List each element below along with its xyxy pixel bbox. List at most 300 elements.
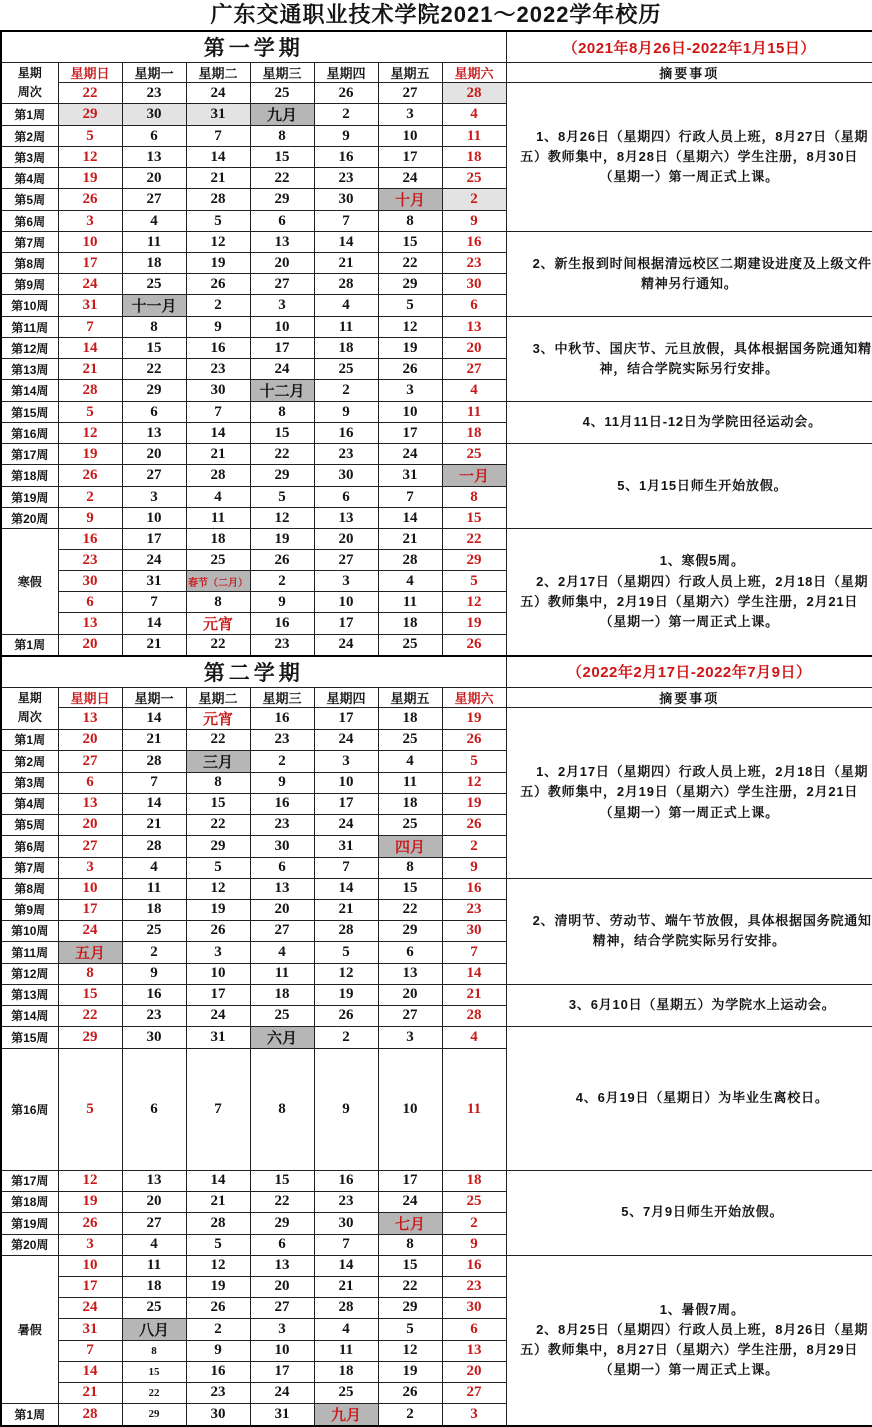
date-cell: 28 [186,1212,250,1234]
date-cell: 13 [314,508,378,529]
date-cell: 10 [314,772,378,793]
week-row-label: 第7周 [1,232,58,253]
date-cell: 11 [442,126,506,147]
date-cell: 12 [58,423,122,444]
date-cell: 26 [314,83,378,104]
date-cell: 28 [442,1005,506,1026]
date-cell: 2 [442,835,506,857]
date-cell: 18 [314,1361,378,1382]
date-cell: 19 [442,613,506,635]
month-cell: 四月 [378,835,442,857]
date-cell: 28 [378,550,442,571]
date-cell: 6 [250,857,314,878]
vacation-row-label: 寒假 [1,529,58,635]
date-cell: 7 [58,1340,122,1361]
date-cell: 15 [250,147,314,168]
date-cell: 8 [378,211,442,232]
date-cell: 17 [314,613,378,635]
date-cell: 2 [250,750,314,772]
note-cell [506,83,872,232]
date-cell: 23 [250,635,314,656]
date-cell: 29 [58,104,122,126]
date-cell: 8 [122,1340,186,1361]
date-cell: 19 [314,984,378,1005]
date-cell: 4 [378,571,442,592]
week-row-label: 第1周 [1,729,58,750]
date-cell: 5 [58,1048,122,1170]
week-row-label: 第16周 [1,1048,58,1170]
date-cell: 21 [378,529,442,550]
note-paragraph: 1、8月26日（星期四）行政人员上班，8月27日（星期五）教师集中，8月28日（星期六）学生注册，8月30日（星期一）第一周正式上课。 [507,127,872,187]
date-cell: 9 [250,772,314,793]
date-cell: 5 [314,941,378,963]
date-cell: 27 [250,920,314,941]
day-header-cell: 星期五 [378,687,442,707]
date-cell: 20 [58,814,122,835]
day-header-cell: 星期二 [186,63,250,83]
note-cell [506,1026,872,1170]
date-cell: 6 [314,487,378,508]
date-cell: 17 [250,338,314,359]
date-cell: 18 [186,529,250,550]
date-cell: 3 [122,487,186,508]
date-cell: 5 [58,126,122,147]
date-cell: 5 [186,211,250,232]
date-cell: 29 [250,1212,314,1234]
week-row-label: 第17周 [1,1170,58,1191]
date-cell: 3 [250,1318,314,1340]
date-cell: 22 [186,729,250,750]
date-cell: 16 [442,232,506,253]
week-row-label: 第3周 [1,147,58,168]
date-cell: 6 [442,1318,506,1340]
date-cell: 10 [378,126,442,147]
date-cell: 26 [314,1005,378,1026]
week-row-label: 第13周 [1,359,58,380]
date-cell: 8 [442,487,506,508]
date-cell: 12 [186,878,250,899]
date-cell: 20 [442,1361,506,1382]
date-cell: 7 [122,772,186,793]
date-cell: 15 [186,793,250,814]
date-cell: 6 [250,1234,314,1255]
date-cell: 6 [58,772,122,793]
date-cell: 9 [442,857,506,878]
date-cell: 11 [378,592,442,613]
date-cell: 20 [250,253,314,274]
note-cell [506,529,872,656]
date-cell: 26 [186,1297,250,1318]
date-cell: 8 [186,592,250,613]
date-cell: 15 [378,232,442,253]
month-cell: 五月 [58,941,122,963]
date-cell: 21 [314,1276,378,1297]
date-cell: 30 [442,1297,506,1318]
date-cell: 6 [122,402,186,423]
date-cell: 14 [58,338,122,359]
date-cell: 4 [314,295,378,317]
date-cell: 7 [378,487,442,508]
date-cell: 7 [186,402,250,423]
week-row-label: 第8周 [1,878,58,899]
date-cell: 15 [378,878,442,899]
week-row-label: 第4周 [1,168,58,189]
date-cell: 9 [442,211,506,232]
date-cell: 31 [186,1026,250,1048]
day-header-cell: 星期三 [250,63,314,83]
date-cell: 7 [314,857,378,878]
week-row-label: 第18周 [1,1191,58,1212]
note-cell [506,444,872,529]
date-cell: 23 [186,1382,250,1403]
date-cell: 16 [250,793,314,814]
date-cell: 24 [378,1191,442,1212]
date-cell: 10 [314,592,378,613]
week-row-label: 第12周 [1,338,58,359]
date-cell: 12 [58,147,122,168]
date-cell: 19 [442,707,506,729]
date-cell: 17 [250,1361,314,1382]
week-row-label: 第11周 [1,317,58,338]
date-cell: 20 [122,444,186,465]
day-header-cell: 星期日 [58,687,122,707]
semester-title: 第二学期 [1,656,506,688]
week-row-label: 第5周 [1,189,58,211]
date-cell: 26 [378,359,442,380]
date-cell: 19 [58,168,122,189]
date-cell: 30 [122,104,186,126]
month-cell: 七月 [378,1212,442,1234]
note-paragraph: 5、1月15日师生开始放假。 [507,476,872,496]
date-cell: 6 [378,941,442,963]
week-row-label: 第14周 [1,380,58,402]
date-cell: 27 [378,1005,442,1026]
date-cell: 2 [314,104,378,126]
date-cell: 22 [122,1382,186,1403]
date-cell: 26 [58,189,122,211]
date-cell: 2 [186,1318,250,1340]
date-cell: 10 [250,1340,314,1361]
week-row-label: 第15周 [1,402,58,423]
date-cell: 15 [250,1170,314,1191]
date-cell: 14 [314,232,378,253]
corner-top-label: 星期 [2,64,58,83]
date-cell: 31 [122,571,186,592]
date-cell: 23 [442,899,506,920]
date-cell: 19 [186,253,250,274]
note-paragraph: 2、新生报到时间根据清远校区二期建设进度及上级文件精神另行通知。 [507,254,872,294]
week-row-label: 第11周 [1,941,58,963]
note-paragraph: 2、2月17日（星期四）行政人员上班，2月18日（星期五）教师集中，2月19日（星期六）学生注册，2月21日（星期一）第一周正式上课。 [507,572,872,632]
date-cell: 22 [378,1276,442,1297]
corner-top-label: 星期 [2,689,58,708]
date-cell: 28 [186,189,250,211]
day-header-cell: 星期三 [250,687,314,707]
date-cell: 10 [58,1255,122,1276]
date-cell: 13 [58,613,122,635]
week-row-label: 第20周 [1,508,58,529]
date-cell: 27 [442,1382,506,1403]
date-cell: 3 [378,1026,442,1048]
date-cell: 7 [314,211,378,232]
date-cell: 28 [186,465,250,487]
date-cell: 23 [250,729,314,750]
date-cell: 26 [442,814,506,835]
date-cell: 24 [250,1382,314,1403]
date-cell: 13 [58,793,122,814]
date-cell: 25 [442,168,506,189]
date-cell: 17 [314,707,378,729]
date-cell: 31 [58,295,122,317]
date-cell: 14 [186,1170,250,1191]
date-cell: 9 [314,402,378,423]
date-cell: 9 [250,592,314,613]
date-cell: 13 [442,317,506,338]
week-row-label: 第13周 [1,984,58,1005]
summary-header: 摘要事项 [506,687,872,707]
date-cell: 25 [314,1382,378,1403]
date-cell: 14 [314,1255,378,1276]
month-cell: 九月 [250,104,314,126]
date-cell: 6 [122,1048,186,1170]
date-cell: 2 [250,571,314,592]
vacation-row-label: 暑假 [1,1255,58,1403]
date-cell: 17 [186,984,250,1005]
date-cell: 27 [122,465,186,487]
date-cell: 23 [314,444,378,465]
date-cell: 27 [314,550,378,571]
week-row-label: 第8周 [1,253,58,274]
day-header-cell: 星期二 [186,687,250,707]
date-cell: 30 [314,189,378,211]
date-cell: 17 [314,793,378,814]
date-cell: 24 [314,729,378,750]
note-cell [506,317,872,402]
date-cell: 11 [442,1048,506,1170]
date-cell: 5 [250,487,314,508]
day-header-cell: 星期日 [58,63,122,83]
date-cell: 6 [250,211,314,232]
date-cell: 18 [122,1276,186,1297]
date-cell: 15 [58,984,122,1005]
date-cell: 12 [378,317,442,338]
date-cell: 8 [378,857,442,878]
date-cell: 27 [58,750,122,772]
date-cell: 25 [250,83,314,104]
date-cell: 6 [442,295,506,317]
date-cell: 4 [442,380,506,402]
date-cell: 11 [122,878,186,899]
week-row-label: 第18周 [1,465,58,487]
date-cell: 20 [442,338,506,359]
date-cell: 21 [186,1191,250,1212]
date-cell: 15 [250,423,314,444]
date-cell: 30 [442,920,506,941]
date-cell: 21 [314,899,378,920]
date-cell: 18 [378,707,442,729]
date-cell: 26 [186,274,250,295]
date-cell: 27 [122,189,186,211]
date-cell: 4 [122,211,186,232]
date-cell: 5 [442,571,506,592]
date-cell: 5 [186,1234,250,1255]
date-cell: 25 [378,635,442,656]
date-cell: 10 [378,1048,442,1170]
date-cell: 21 [314,253,378,274]
date-cell: 16 [314,147,378,168]
summary-header: 摘要事项 [506,63,872,83]
date-cell: 2 [378,1403,442,1426]
date-cell: 31 [378,465,442,487]
date-cell: 20 [58,635,122,656]
date-cell: 19 [378,338,442,359]
page-title: 广东交通职业技术学院2021～2022学年校历 [0,0,872,30]
date-cell: 28 [58,1403,122,1426]
date-cell: 23 [122,83,186,104]
date-cell: 16 [186,1361,250,1382]
date-cell: 13 [122,1170,186,1191]
note-paragraph: 2、8月25日（星期四）行政人员上班，8月26日（星期五）教师集中，8月27日（星期六）学生注册，8月29日（星期一）第一周正式上课。 [507,1320,872,1380]
date-cell: 23 [442,253,506,274]
date-cell: 22 [186,814,250,835]
date-cell: 10 [122,508,186,529]
date-cell: 25 [442,444,506,465]
date-cell: 12 [442,772,506,793]
note-cell [506,878,872,984]
date-cell: 21 [442,984,506,1005]
date-cell: 26 [250,550,314,571]
date-cell: 17 [378,147,442,168]
date-cell: 5 [378,1318,442,1340]
note-cell [506,1170,872,1255]
note-paragraph: 1、2月17日（星期四）行政人员上班，2月18日（星期五）教师集中，2月19日（星期六）学生注册，2月21日（星期一）第一周正式上课。 [507,762,872,822]
date-cell: 24 [58,1297,122,1318]
date-cell: 14 [186,423,250,444]
date-cell: 22 [58,83,122,104]
date-cell: 9 [58,508,122,529]
date-cell: 31 [58,1318,122,1340]
date-cell: 11 [122,1255,186,1276]
date-cell: 14 [314,878,378,899]
date-cell: 23 [186,359,250,380]
date-cell: 10 [250,317,314,338]
week-row-label: 第10周 [1,920,58,941]
date-cell: 2 [186,295,250,317]
date-cell: 11 [378,772,442,793]
date-cell: 4 [314,1318,378,1340]
week-row-label: 第5周 [1,814,58,835]
note-cell [506,707,872,878]
date-cell: 23 [58,550,122,571]
date-cell: 30 [314,1212,378,1234]
date-cell: 28 [442,83,506,104]
date-cell: 22 [442,529,506,550]
date-cell: 28 [122,750,186,772]
date-cell: 21 [58,359,122,380]
calendar-table [0,30,872,1427]
date-cell: 24 [314,814,378,835]
date-cell: 15 [378,1255,442,1276]
date-cell: 14 [58,1361,122,1382]
date-cell: 27 [250,1297,314,1318]
date-cell: 13 [122,147,186,168]
week-row-label: 第15周 [1,1026,58,1048]
date-cell: 16 [58,529,122,550]
date-cell: 2 [314,380,378,402]
week-row-label: 第16周 [1,423,58,444]
week-row-label: 第1周 [1,104,58,126]
date-cell: 18 [442,423,506,444]
date-cell: 12 [58,1170,122,1191]
date-cell: 12 [186,232,250,253]
day-header-cell: 星期六 [442,63,506,83]
date-cell: 25 [314,359,378,380]
date-cell: 3 [378,380,442,402]
date-cell: 24 [250,359,314,380]
date-cell: 12 [314,963,378,984]
date-cell: 25 [122,274,186,295]
semester-date-range: （2021年8月26日-2022年1月15日） [506,31,872,63]
date-cell: 8 [186,772,250,793]
date-cell: 13 [250,878,314,899]
date-cell: 17 [378,423,442,444]
date-cell: 27 [122,1212,186,1234]
date-cell: 20 [250,1276,314,1297]
date-cell: 29 [442,550,506,571]
date-cell: 3 [442,1403,506,1426]
week-row-label: 第2周 [1,126,58,147]
date-cell: 19 [442,793,506,814]
date-cell: 29 [122,380,186,402]
date-cell: 24 [58,274,122,295]
month-cell: 六月 [250,1026,314,1048]
week-row-label: 第20周 [1,1234,58,1255]
month-cell: 三月 [186,750,250,772]
date-cell: 18 [122,253,186,274]
date-cell: 27 [58,835,122,857]
date-cell: 28 [314,274,378,295]
date-cell: 13 [250,232,314,253]
date-cell: 26 [442,635,506,656]
date-cell: 22 [378,899,442,920]
date-cell: 2 [442,1212,506,1234]
date-cell: 17 [58,253,122,274]
month-cell: 元宵 [186,707,250,729]
month-cell: 春节（二月） [186,571,250,592]
date-cell: 30 [250,835,314,857]
date-cell: 30 [58,571,122,592]
date-cell: 24 [378,444,442,465]
date-cell: 11 [314,317,378,338]
date-cell: 30 [186,380,250,402]
month-cell: 元宵 [186,613,250,635]
week-row-label: 第12周 [1,963,58,984]
date-cell: 16 [314,1170,378,1191]
date-cell: 22 [250,444,314,465]
date-cell: 16 [250,613,314,635]
date-cell: 13 [442,1340,506,1361]
date-cell: 3 [58,211,122,232]
date-cell: 25 [186,550,250,571]
date-cell: 22 [378,253,442,274]
corner-bottom-label: 周次 [2,708,58,727]
date-cell: 25 [378,814,442,835]
date-cell: 18 [442,1170,506,1191]
date-cell: 14 [122,613,186,635]
date-cell: 29 [378,1297,442,1318]
date-cell: 13 [250,1255,314,1276]
date-cell: 8 [58,963,122,984]
